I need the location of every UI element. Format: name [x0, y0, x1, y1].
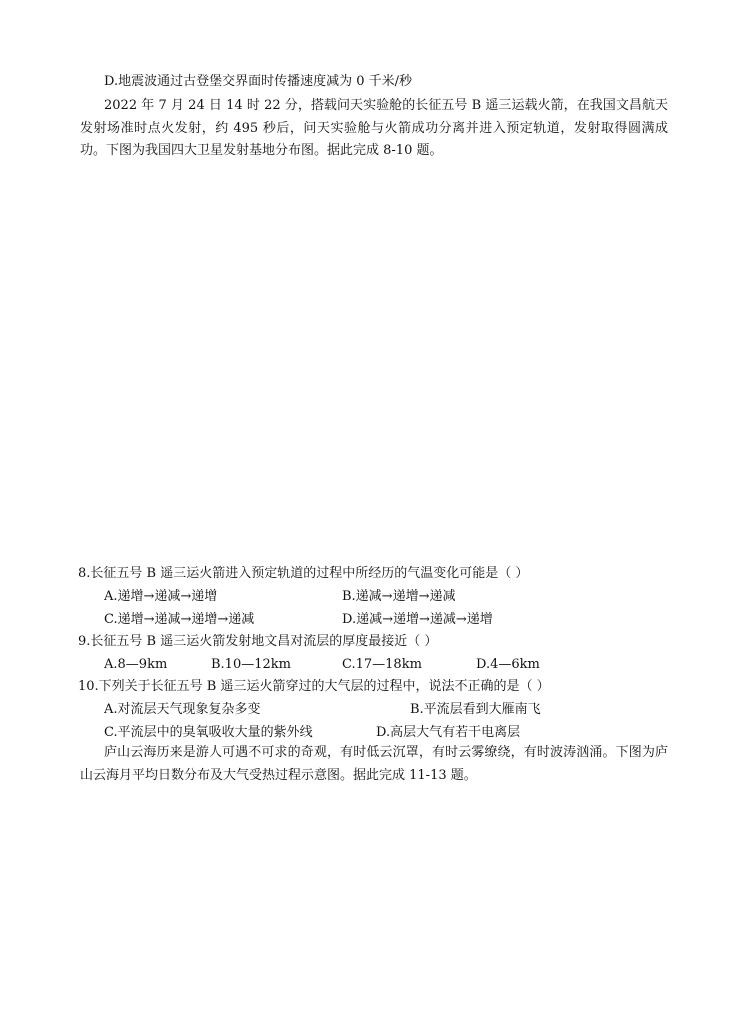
q9-option-d: D.4—6km: [476, 657, 540, 672]
q8-option-d: D.递减→递增→递减→递增: [342, 612, 493, 627]
q10-option-c: C.平流层中的臭氧吸收大量的紫外线: [104, 725, 313, 740]
q8-stem: 8.长征五号 B 遥三运火箭进入预定轨道的过程中所经历的气温变化可能是（ ）: [78, 566, 529, 581]
intro-launch-paragraph: 2022 年 7 月 24 日 14 时 22 分，搭载问天实验舱的长征五号 B 遥三运载火箭，在我国文昌航天发射场准时点火发射，约 495 秒后，问天实验舱与火箭成功分离并进入预定轨道，发射取得圆满成功。下图为我国四大卫星发射基地分布图。据此完成 8-10 题。: [80, 98, 668, 158]
q7-option-d: D.地震波通过古登堡交界面时传播速度减为 0 千米/秒: [104, 74, 413, 89]
q9-stem: 9.长征五号 B 遥三运火箭发射地文昌对流层的厚度最接近（ ）: [78, 634, 438, 649]
lushan-figure-area: [80, 795, 668, 995]
q10-option-a: A.对流层天气现象复杂多变: [104, 702, 261, 717]
q10-stem: 10.下列关于长征五号 B 遥三运火箭穿过的大气层的过程中，说法不正确的是（ ）: [78, 679, 550, 694]
q8-option-c: C.递增→递减→递增→递减: [104, 612, 255, 627]
q8-option-a: A.递增→递减→递增: [104, 589, 218, 604]
q9-option-c: C.17—18km: [342, 657, 422, 672]
q9-option-b: B.10—12km: [211, 657, 291, 672]
q9-option-a: A.8—9km: [104, 657, 168, 672]
q10-option-d: D.高层大气有若干电离层: [376, 725, 521, 740]
intro-lushan-paragraph: 庐山云海历来是游人可遇不可求的奇观，有时低云沉罩，有时云雾缭绕，有时波涛汹涌。下图为庐山云海月平均日数分布及大气受热过程示意图。据此完成 11-13 题。: [80, 745, 668, 783]
q8-option-b: B.递减→递增→递减: [342, 589, 456, 604]
launch-sites-figure-area: [80, 175, 668, 555]
q10-option-b: B.平流层看到大雁南飞: [410, 702, 541, 717]
